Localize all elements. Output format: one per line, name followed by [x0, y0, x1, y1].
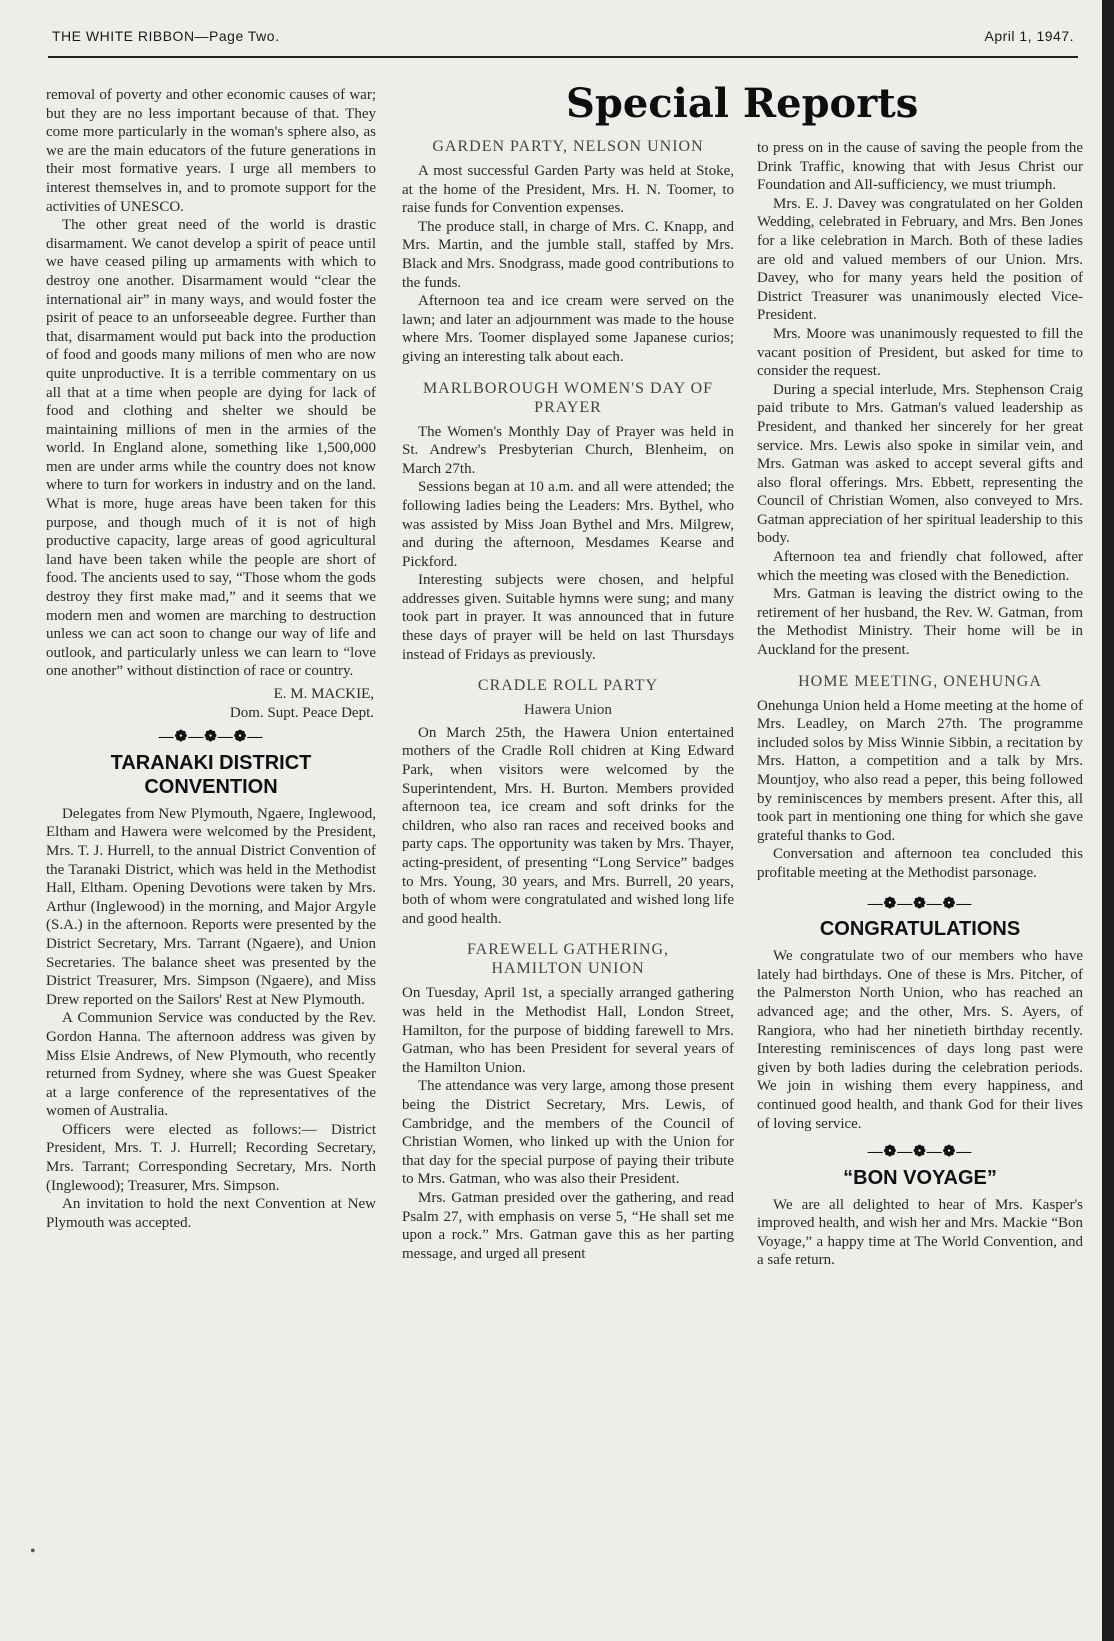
farewell-continued-paragraph: During a special interlude, Mrs. Stephenson Craig paid tribute to Mrs. Gatman's valued leadership as President, and thanked her sincerely for her great service. Mrs. Lewis also spoke in similar vein, and Mrs. Gatman was asked to accept several gifts and also floral offerings. Mrs. Ebbett, representing the Council of Christian Women, also conveyed to Mrs. Gatman appreciation of her spiritual leadership to this body.: [757, 381, 1083, 547]
taranaki-paragraph: Officers were elected as follows:— District President, Mrs. T. J. Hurrell; Recording Secretary, Mrs. Tarrant; Corresponding Secretary, Mrs. North (Inglewood); Treasurer, Mrs. Simpson.: [46, 1121, 376, 1194]
marlborough-paragraph: Sessions began at 10 a.m. and all were attended; the following ladies being the Leaders: Mrs. Bythel, who was assisted by Miss Joan Bythel and Mrs. Milgrew, and during the afternoon, Mesdames Kearse and Pickford.: [402, 479, 734, 570]
peace-article-paragraph: removal of poverty and other economic causes of war; but they are no less important because of that. They come more particularly in the woman's sphere also, as we are the main educators of the future generations in their most formative years. I urge all members to interest themselves in, and to promote support for the activities of UNESCO.: [46, 87, 376, 215]
cradle-roll-subheading: Hawera Union: [524, 702, 612, 719]
cradle-roll-paragraph: On March 25th, the Hawera Union entertained mothers of the Cradle Roll chidren at King Edward Park, when visitors were welcomed by the Superintendent, Mrs. H. Burton. Members provided afternoon tea, ice cream and soft drinks for the children, who also ran races and received books and party caps. The opportunity was taken by Mrs. Thayer, acting-president, of presenting “Long Service” badges to Mrs. Young, 30 years, and Mrs. Burrell, 20 years, both of whom were congratulated and wished long life and good health.: [402, 724, 734, 927]
taranaki-paragraph: A Communion Service was conducted by the Rev. Gordon Hanna. The afternoon address was given by Miss Elsie Andrews, of New Plymouth, who recently returned from Sydney, where she was Guest Speaker at a large conference of the representatives of the women of Australia.: [46, 1010, 376, 1120]
section-separator: —❁—❁—❁—: [867, 895, 973, 912]
header-rule: [48, 56, 1078, 58]
scan-edge: [1102, 0, 1114, 1641]
column-2: [402, 137, 734, 1263]
bon-voyage-heading: “BON VOYAGE”: [843, 1166, 997, 1189]
farewell-continued-paragraph: Mrs. Moore was unanimously requested to fill the vacant position of President, but asked for time to consider the request.: [757, 325, 1083, 380]
cradle-roll-heading: CRADLE ROLL PARTY: [477, 677, 659, 695]
farewell-paragraph: The attendance was very large, among those present being the District Secretary, Mrs. Lewis, of Cambridge, and the members of the Council of Christian Women, who linked up with the Union for that day for the special purpose of paying their tribute to Mrs. Gatman, who was also their President.: [402, 1078, 734, 1188]
taranaki-heading: TARANAKI DISTRICT CONVENTION: [110, 751, 312, 798]
peace-article-paragraph: The other great need of the world is drastic disarmament. We canot develop a spirit of peace until we have ceased piling up armaments with which to destroy one another. Disarmament would “clear the international air” in many ways, and would foster the psirit of peace to an unforseeable degree. Further than that, disarmament would put back into the production of food and goods many milions of men who are now quite unproductive. It is a terrible commentary on us all that at a time when people are dying for lack of food and clothing and shelter we should be maintaining millions of men in the armies of the world. In England alone, something like 1,500,000 men are under arms while the country does not know where to turn for workers in industry and on the land. What is more, huge areas have been taken for this purpose, and though much of it is not of high productive capacity, large areas of good agricultural land have been taken while the people are short of food. The ancients used to say, “Those whom the gods destroy they first make mad,” and it seems that we modern men and women are marching to destruction unless we can act soon to change our way of life and outlook, and particularly unless we can learn to “love one another” without distinction of race or country.: [46, 217, 376, 680]
farewell-continued-paragraph: Mrs. E. J. Davey was congratulated on her Golden Wedding, celebrated in February, and Mrs. Ben Jones for a like celebration in March. Both of these ladies are old and valued members of our Union. Mrs. Davey, who for many years held the position of District Treasurer was unanimously elected Vice-President.: [757, 195, 1083, 324]
print-speck: •: [30, 1543, 36, 1560]
home-meeting-paragraph: Onehunga Union held a Home meeting at the home of Mrs. Leadley, on March 27th. The programme included solos by Miss Winnie Sibbin, a recitation by Mrs. Hatton, a competition and a talk by Mrs. Mountjoy, who also read a peper, this being followed by reminiscences by members present. After this, all took part in mentioning one thing for which she gave grateful thanks to God.: [757, 697, 1083, 844]
farewell-paragraph: Mrs. Gatman presided over the gathering, and read Psalm 27, with emphasis on verse 5, “He shall set me upon a rock.” Mrs. Gatman gave this as her parting message, and urged all present: [402, 1189, 734, 1262]
home-meeting-paragraph: Conversation and afternoon tea concluded this profitable meeting at the Methodist parsonage.: [757, 846, 1083, 881]
header-publication: THE WHITE RIBBON—Page Two.: [52, 28, 280, 44]
special-reports-banner: Special Reports: [566, 80, 919, 127]
bon-voyage-paragraph: We are all delighted to hear of Mrs. Kasper's improved health, and wish her and Mrs. Mackie “Bon Voyage,” a happy time at The World Convention, and a safe return.: [757, 1196, 1083, 1269]
garden-party-paragraph: A most successful Garden Party was held at Stoke, at the home of the President, Mrs. H. N. Toomer, to raise funds for Convention expenses.: [402, 163, 734, 217]
congratulations-heading: CONGRATULATIONS: [819, 918, 1021, 941]
farewell-paragraph: On Tuesday, April 1st, a specially arranged gathering was held in the Methodist Hall, London Street, Hamilton, for the purpose of bidding farewell to Mrs. Gatman, who has been President for several years of the Hamilton Union.: [402, 985, 734, 1076]
farewell-continued-paragraph: Mrs. Gatman is leaving the district owing to the retirement of her husband, the Rev. W. Gatman, from the Methodist Ministry. Their home will be in Auckland for the present.: [757, 586, 1083, 659]
column-3: [757, 139, 1083, 1270]
garden-party-paragraph: The produce stall, in charge of Mrs. C. Knapp, and Mrs. Martin, and the jumble stall, staffed by Mrs. Black and Mrs. Snodgrass, made good contributions to the funds.: [402, 218, 734, 291]
farewell-continued-paragraph: Afternoon tea and friendly chat followed, after which the meeting was closed with the Benediction.: [757, 549, 1083, 584]
congratulations-paragraph: We congratulate two of our members who have lately had birthdays. One of these is Mrs. Pitcher, of the Palmerston North Union, who has reached an advanced age; and the other, Mrs. S. Ayers, of Rangiora, who had her ninetieth birthday recently. Interesting reminiscences of days long past were given by both ladies during the celebration periods. We join in wishing them every happiness, and continued good health, and thank God for their lives of loving service.: [757, 948, 1083, 1132]
garden-party-heading: GARDEN PARTY, NELSON UNION: [432, 138, 704, 155]
section-separator: —❁—❁—❁—: [158, 729, 264, 746]
section-separator: —❁—❁—❁—: [867, 1144, 973, 1161]
garden-party-paragraph: Afternoon tea and ice cream were served on the lawn; and later an adjournment was made to the house where Mrs. Toomer displayed some Japanese curios; giving an interesting talk about each.: [402, 293, 734, 365]
taranaki-paragraph: An invitation to hold the next Convention at New Plymouth was accepted.: [46, 1196, 376, 1231]
marlborough-paragraph: Interesting subjects were chosen, and helpful addresses given. Suitable hymns were sung; and many took part in prayer. It was announced that in future these days of prayer will be held on last Thursdays instead of Fridays as previously.: [402, 572, 734, 663]
marlborough-heading: MARLBOROUGH WOMEN'S DAY OF PRAYER: [422, 379, 714, 416]
signature-name: E. M. MACKIE,: [273, 686, 374, 702]
home-meeting-heading: HOME MEETING, ONEHUNGA: [798, 672, 1042, 690]
marlborough-paragraph: The Women's Monthly Day of Prayer was held in St. Andrew's Presbyterian Church, Blenheim, on March 27th.: [402, 423, 734, 477]
signature-title: Dom. Supt. Peace Dept.: [229, 704, 374, 721]
taranaki-paragraph: Delegates from New Plymouth, Ngaere, Inglewood, Eltham and Hawera were welcomed by the President, Mrs. T. J. Hurrell, to the annual District Convention of the Taranaki District, which was held in the Methodist Hall, Eltham. Opening Devotions were taken by Mrs. Arthur (Inglewood) in the morning, and Major Argyle (S.A.) in the afternoon. Reports were presented by the District Secretary, Mrs. Tarrant (Ngaere), and Union Secretaries. The balance sheet was presented by the District Treasurer, Mrs. Simpson (Ngaere), and Miss Drew reported on the Sailors' Rest at New Plymouth.: [46, 805, 376, 1008]
farewell-heading: FAREWELL GATHERING, HAMILTON UNION: [466, 941, 670, 978]
page-header: [52, 24, 1082, 48]
column-1: [46, 86, 376, 1232]
header-date: April 1, 1947.: [984, 28, 1074, 44]
farewell-continued-paragraph: to press on in the cause of saving the people from the Drink Traffic, knowing that with Jesus Christ our Foundation and All-sufficiency, we must triumph.: [757, 140, 1083, 194]
